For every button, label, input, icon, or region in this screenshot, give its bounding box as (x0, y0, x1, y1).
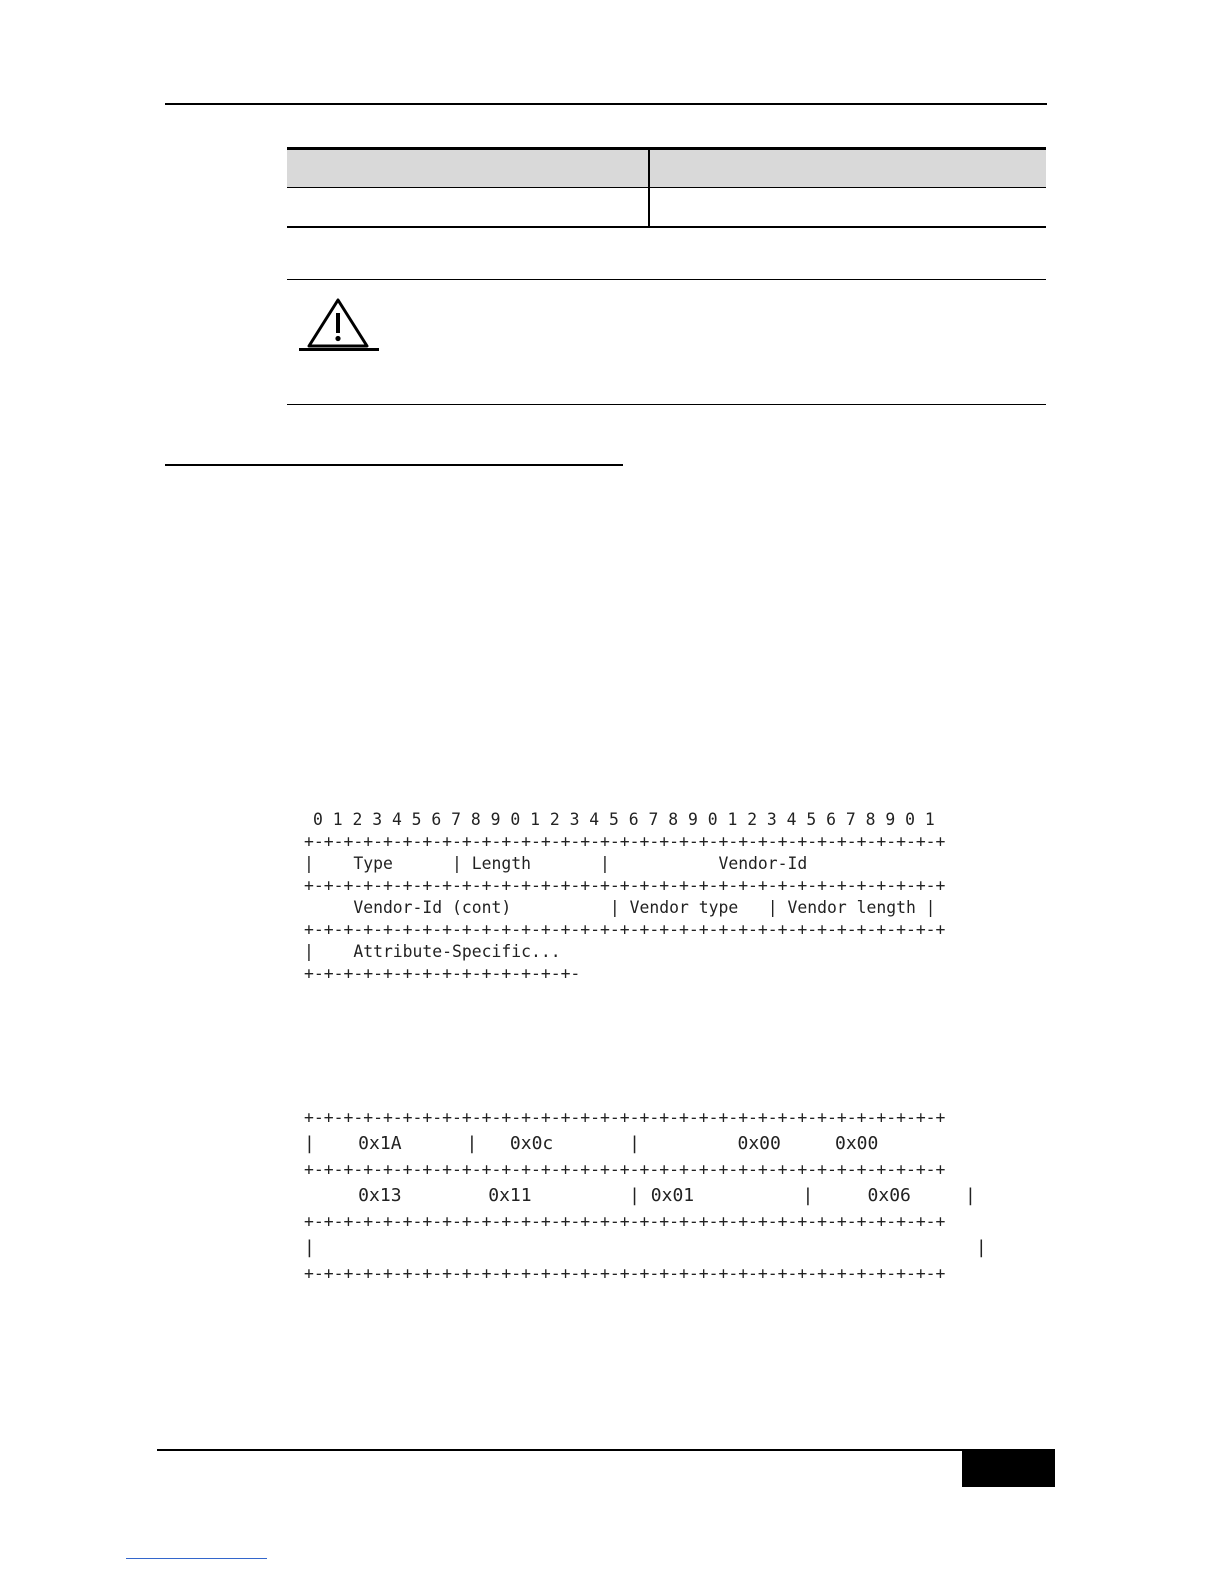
caution-top-rule (287, 279, 1046, 280)
diagram-row: | 0x1A | 0x0c | 0x00 0x00 (304, 1133, 879, 1154)
page-number-box (962, 1451, 1055, 1487)
bit-ruler: 0 1 2 3 4 5 6 7 8 9 0 1 2 3 4 5 6 7 8 9 0 1 2 3 4 5 6 7 8 9 0 1 (313, 810, 935, 829)
caution-icon (297, 296, 381, 354)
footer-link-underline[interactable] (126, 1558, 267, 1559)
table-cell (287, 188, 649, 228)
table-header-row (287, 149, 1046, 188)
diagram-row: | | (304, 1237, 987, 1258)
table-header-cell (287, 149, 649, 188)
header-rule (165, 103, 1047, 105)
diagram-border: +-+-+-+-+-+-+-+-+-+-+-+-+-+-+-+-+-+-+-+-+-+-+-+-+-+-+-+-+-+-+-+-+ (304, 920, 946, 939)
diagram-border: +-+-+-+-+-+-+-+-+-+-+-+-+-+-+-+-+-+-+-+-+-+-+-+-+-+-+-+-+-+-+-+-+ (304, 1264, 946, 1283)
diagram-row: | Attribute-Specific... (304, 942, 561, 961)
diagram-border: +-+-+-+-+-+-+-+-+-+-+-+-+-+-+-+-+-+-+-+-+-+-+-+-+-+-+-+-+-+-+-+-+ (304, 832, 946, 851)
footer-rule (157, 1449, 1055, 1451)
diagram-row: | Type | Length | Vendor-Id (304, 854, 808, 873)
parameter-table (287, 147, 1046, 228)
diagram-border: +-+-+-+-+-+-+-+-+-+-+-+-+-+-+-+-+-+-+-+-+-+-+-+-+-+-+-+-+-+-+-+-+ (304, 1212, 946, 1231)
caution-bottom-rule (287, 404, 1046, 405)
diagram-border: +-+-+-+-+-+-+-+-+-+-+-+-+-+-+-+-+-+-+-+-+-+-+-+-+-+-+-+-+-+-+-+-+ (304, 876, 946, 895)
diagram-border: +-+-+-+-+-+-+-+-+-+-+-+-+-+-+-+-+-+-+-+-+-+-+-+-+-+-+-+-+-+-+-+-+ (304, 1160, 946, 1179)
diagram-row: 0x13 0x11 | 0x01 | 0x06 | (304, 1185, 976, 1206)
diagram-row: Vendor-Id (cont) | Vendor type | Vendor length | (304, 898, 936, 917)
table-row (287, 188, 1046, 228)
diagram-border: +-+-+-+-+-+-+-+-+-+-+-+-+-+- (304, 964, 581, 983)
vsa-example-diagram (304, 1105, 987, 1287)
table-cell (649, 188, 1046, 228)
section-heading-rule (165, 464, 623, 466)
diagram-border: +-+-+-+-+-+-+-+-+-+-+-+-+-+-+-+-+-+-+-+-+-+-+-+-+-+-+-+-+-+-+-+-+ (304, 1108, 946, 1127)
table-header-cell (649, 149, 1046, 188)
vsa-format-diagram (304, 809, 945, 985)
